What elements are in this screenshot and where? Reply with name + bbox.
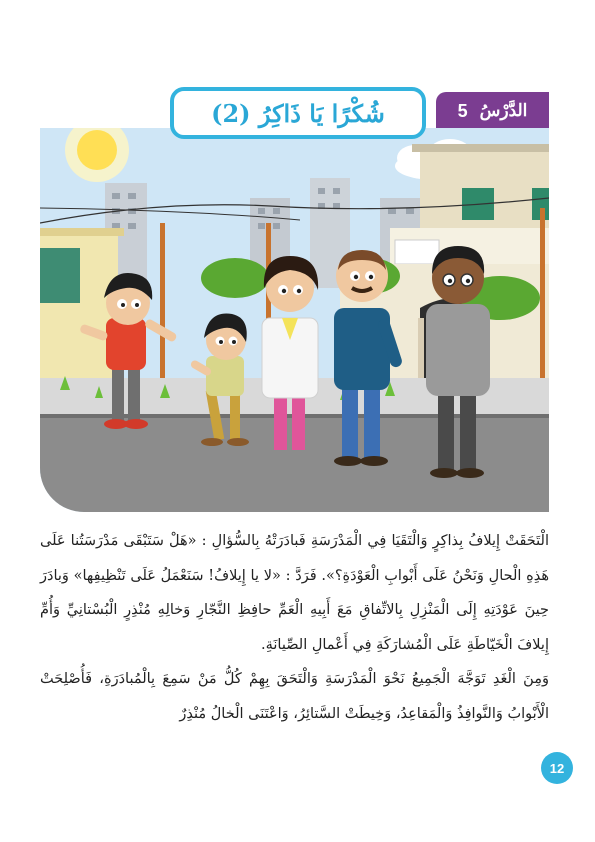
title-box	[170, 87, 426, 139]
page-number: 12	[541, 752, 573, 784]
lesson-banner	[436, 92, 549, 130]
lesson-number: 5	[457, 100, 468, 121]
lesson-text	[40, 524, 549, 731]
lesson-label: الدَّرْسُ	[479, 101, 528, 121]
street-illustration	[40, 128, 549, 512]
page-title: شُكْرًا يَا ذَاكِرُ (2)	[211, 98, 385, 128]
paragraph: وَمِنَ الْغَدِ تَوَجَّهَ الْجَمِيعُ نَحْوَ الْمَدْرَسَةِ وَالْتَحَقَ بِهِمْ كُلُّ مَنْ سَمِعَ بِالْمُبادَرَةِ، فَأُصْلِحَتْ الْأَبْوابُ وَالنَّوافِذُ وَالْمَقاعِدُ، وَخِيطَتْ السَّتائِرُ، وَاعْتَنَى الْخالُ مُنْذِرٌ	[40, 671, 549, 722]
paragraph: الْتَحَقَتْ إِيلافُ بِذاكِرٍ وَالْتَقَيَا فِي الْمَدْرَسَةِ فَبادَرَتْهُ بِالسُّؤالِ : «هَلْ سَتَبْقَى مَدْرَسَتُنا عَلَى هَذِهِ الْحالِ وَنَحْنُ عَلَى أَبْوابِ الْعَوْدَةِ؟». فَرَدَّ : «لا يا إِيلافُ! سَنَعْمَلُ عَلَى تَنْظِيفِها» وَبادَرَ حِينَ عَوْدَتِهِ إِلَى الْمَنْزِلِ بِالاتِّفاقِ مَعَ أَبِيهِ الْعَمِّ حافِظِ النَّجّارِ وَخالِهِ مُنْذِرٍ الْبُسْتانِيِّ وَأُمِّ إِيلافَ الْخَيّاطَةِ عَلَى الْمُشارَكَةِ فِي أَعْمالِ الصِّيانَةِ.	[40, 533, 550, 653]
